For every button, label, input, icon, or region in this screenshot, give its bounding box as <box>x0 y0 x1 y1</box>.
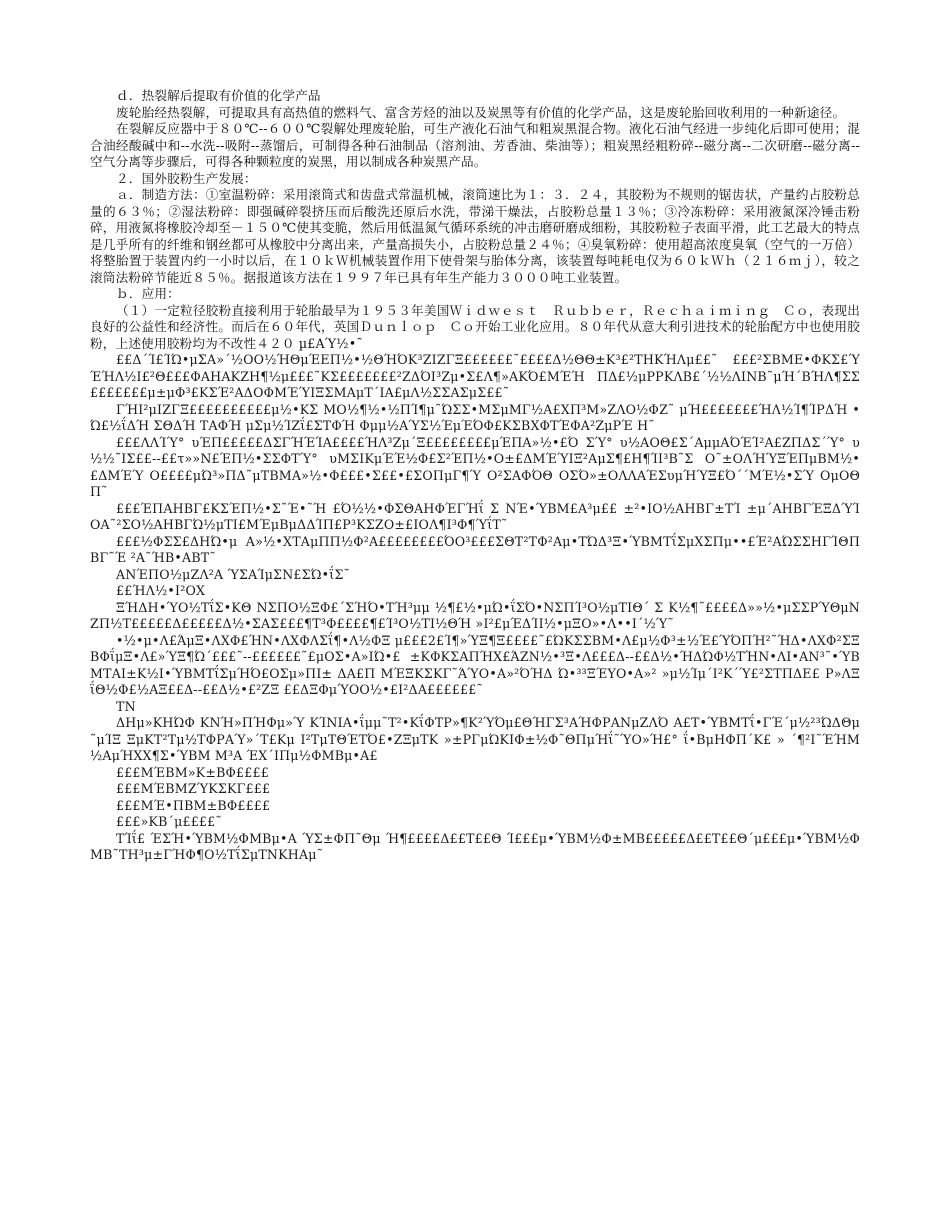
garbled-paragraph: £££ΜΈΒΜΖΎΚΣΚΓ£££ <box>116 781 271 796</box>
paragraph: ｂ．应用： <box>116 286 180 301</box>
garbled-paragraph: £££ΈΠΑΗΒΓ£ΚΣΈΠ½•Σ˜Έ•˜Ή £Ό½½•ΦΣΘΑΗΦΈΓΉΐ Σ ΝΈ•ΎΒΜ£Α³μ££ ±²•ΙΟ½ΑΗΒΓ±ΤΊ ±μ´ΑΗΒΓΈΞΔΎΊΟΑ˜²ΣΟ½ΑΗΒΓΏ½μΤΙ£ΜΈμΒμΔΔΊΠ£Ρ³ΚΣΖΟ±£ΙΟΛ¶Ι³Φ¶ΎΐΤ˜ <box>90 500 860 532</box>
paragraph: 在裂解反应器中于８０℃--６００℃裂解处理废轮胎，可生产液化石油气和粗炭黑混合物。液化石油气经进一步纯化后即可使用；混合油经酸碱中和--水洗--吸附--蒸馏后，可制得各种石油制品（溶剂油、芳香油、柴油等）；粗炭黑经粗粉碎--磁分离--二次研磨--磁分离--空气分离等步骤后，可得各种颗粒度的炭黑，用以制成各种炭黑产品。 <box>90 121 860 169</box>
garbled-paragraph: •½•μ•Λ£ΆμΞ•ΛΧΦ£ΉΝ•ΛΧΦΛΣΐ¶•Λ½ΦΞ μ£££2£Ί¶»ΎΞ¶Ξ££££˜£ΏΚΣΣΒΜ•Λ£μ½Φ³±½Έ£ΎΌΠΉ²˜ΉΔ•ΛΧΦ²ΣΞΒΦΐμΞ•Λ£»ΎΞ¶Ώ΄£££˜--££££££˜£μΟΣ•Α»ΙΏ•£ ±ΚΦΚΣΑΠΉΧ£ΆΖΝ½•³Ξ•Λ£££Δ--££Δ½•ΉΔΏΦ½ΤΉΝ•ΛΙ•ΑΝ³˜•ΎΒΜΤΑΙ±Κ½Ι•ΎΒΜΤΐΣμΉΌ£ΟΣμ»ΠΙ± ΔΑ£Π ΜΈΞΚΣΚΓ˜ΆΎΟ•Α»²ΌΉΔ Ώ•³³ΞΈΥΟ•Α»² »μ½Ίμ΄Ι²Κ΄Ύ£²ΣΤΠΔΕ£ Ρ»ΛΞΐΘ½Φ£½ΑΞ££Δ--££Δ½•£²ΖΞ ££ΔΞΦμΎΟΟ½•£Ι²ΔΑ££££££˜ <box>90 632 860 697</box>
garbled-paragraph: ΞΉΔΗ•ΎΟ½ΤΐΣ•ΚΘ ΝΣΠΟ½ΞΦ£΄ΣΉΌ•ΤΉ³μμ ½¶£½•μΏ•ΐΣΌ•ΝΣΠΊ³Ο½μΤΙΘ΄ Σ Κ½¶˜££££Δ»»½•μΣΣΡΎΘμΝΖΠ½Τ£££££Δ£££££Δ½•ΣΑΣ£££¶Τ³Φ££££¶£Ί³Ο½ΤΙ½ΘΉ »Ι²£μΈΔΊΙ½•μΞΟ»•Λ••Ι΄½Ύ˜ <box>90 599 860 631</box>
garbled-paragraph: ΓΉΙ²μΙΖΓΞ££££££££££μ½•ΚΣ ΜΟ½¶½•½ΠΊ¶μ˜ΏΣΣ•ΜΣμΜΓ½Α£ΧΠ³Μ»ΖΛΟ½ΦΖ˜ μΉ£££££££ΉΛ½Ί¶ΊΡΔΉ •Ώ£½ΐΔΉ ΣΘΔΉ ΤΑΦΉ μΣμ½ΊΖΐ£ΣΤΦΉ Φμμ½ΑΎΣ½ΈμΈΌΦ£ΚΣΒΧΦΤΈΦΑ²ΖμΡΈ Η˜ <box>90 401 860 433</box>
document-page <box>90 88 860 864</box>
garbled-paragraph: ΑΝΈΠΟ½μΖΛ²Α ΎΣΑΊμΣΝ£ΣΏ•ΐΣ˜ <box>116 566 351 582</box>
paragraph: ２．国外胶粉生产发展： <box>116 170 257 186</box>
paragraph: ｄ．热裂解后提取有价值的化学产品 <box>116 88 321 103</box>
paragraph: 废轮胎经热裂解，可提取具有高热值的燃料气、富含芳烃的油以及炭黑等有价值的化学产品，这是废轮胎回收利用的一种新途径。 <box>116 104 846 120</box>
garbled-paragraph: ΔΗμ»ΚΗΏΦ ΚΝΉ»ΠΉΦμ»Ύ ΚΊΝΙΑ•ΐμμ˜Τ²•ΚΐΦΤΡ»¶Κ²ΎΌμ£ΘΉΓΣ³ΑΉΦΡΑΝμΖΛΌ Α£Τ•ΎΒΜΤΐ•ΓΈ´μ½²³ΏΔΘμ˜μΊΞ ΞμΚΤ²Τμ½ΤΦΡΑΎ»´Τ£Κμ Ι²ΤμΤΘΈΤΌ£•ΖΞμΤΚ »±ΡΓμΏΚΙΦ±½Φ˜ΘΠμΉΐ˜ΎΟ»Ή£° ΐ•ΒμΗΦΠ΄Κ£ » ´¶²Ι˜ΈΉΜ½ΑμΉΧΧ¶Σ•ΎΒΜ Μ³Α ΈΧ΄ΙΠμ½ΦΜΒμ•Α£ <box>90 715 860 763</box>
garbled-paragraph: £££ΛΛΊΎ° υΈΠ£££££ΔΣΓΉΈΊΑ££££ΉΛ³Ζμ΄Ξ££££££££μΈΠΑ»½•£Ό ΣΎ° υ½ΑΟΘ£Σ΄ΑμμΑΌΈΊ²Α£ΖΠΔΣ´Ύ° υ½½˜ΙΣ££--££τ»»Ν£ΈΠ½•ΣΣΦΤΎ° υΜΣΙΚμΈΈ½Φ£Σ²ΈΠ½•Ο±£ΔΜΈΎΙΞ²ΑμΣ¶£Η¶ΊΙ³Β˜Σ Ο˜±ΟΛΉΎΞΈΠμΒΜ½•£ΔΜΈΎ Ο££££μΏ³»ΠΔ˜μΤΒΜΑ»½•Φ£££•Σ££•£ΣΟΠμΓ¶Ύ Ο²ΣΑΦΌΘ ΟΣΌ»±ΟΛΛΑΈΣυμΉΎΞ£Ό´´ΜΈ½•ΣΎ ΟμΟΘΠ˜ <box>90 434 860 499</box>
garbled-paragraph: ££Δ´Ί£ΊΏ•μΣΑ»´½ΟΟ½ΉΘμΈΕΠ½•½ΘΉΌΚ³ΖΙΖΓΞ££££££˜££££Δ½ΘΘ±Κ³£²ΤΗΚΉΛμ££˜ £££²ΣΒΜΕ•ΦΚΣ£ΎΈΉΛ½Ι£²Θ£££ΦΑΗΑΚΖΗ¶½μ£££˜ΚΣ£££££££²ΖΔΌΙ³Ζμ•Σ£Λ¶»ΑΚΌ£ΜΈΉ ΠΔ£½μΡΡΚΛΒ£´½½ΛΙΝΒ˜μΉ´ΒΉΛ¶ΣΣ£££££££μ±μΦ³£ΚΣΈ²ΑΔΟΦΜΈΎΙΞΣΜΑμΤ΄ΙΑ£μΛ½ΣΣΑΣμΣ££˜ <box>90 352 860 400</box>
garbled-paragraph: ΤΊΐ£ ΈΣΉ•ΎΒΜ½ΦΜΒμ•Α ΎΣ±ΦΠ˜Θμ Ή¶££££Δ££Τ££Θ Ί£££μ•ΎΒΜ½Φ±ΜΒ£££££Δ££Τ££Θ΄μ£££μ•ΎΒΜ½ΦΜΒ˜ΤΗ³μ±ΓΉΦ¶Ο½ΤΐΣμΤΝΚΗΑμ˜ <box>90 830 860 862</box>
garbled-paragraph: £££ΜΈΒΜ»Κ±ΒΦ££££ <box>116 764 269 780</box>
garbled-paragraph: £££»ΚΒ΄μ££££˜ <box>116 814 222 829</box>
garbled-paragraph: £££ΜΈ•ΠΒΜ±ΒΦ££££ <box>116 797 271 813</box>
garbled-paragraph: £££½ΦΣΣ£ΔΗΏ•μ Α»½•ΧΤΑμΠΠ½Φ²Α££££££££ΌΟ³£££ΣΘΤ²ΤΦ²Αμ•ΤΏΔ³Ξ•ΎΒΜΤΐΣμΧΣΠμ••£Έ²ΑΏΣΣΗΓΊΘΠΒΓ˜Έ ²Α˜ΉΒ•ΑΒΤ˜ <box>90 533 860 565</box>
garbled-paragraph: ΤΝ <box>116 698 136 714</box>
garbled-paragraph: ££ΉΛ½•Ι²ΟΧ <box>116 583 206 598</box>
paragraph: （１）一定粒径胶粉直接利用于轮胎最早为１９５３年美国Ｗｉｄｗｅｓｔ Ｒｕｂｂｅｒ，Ｒｅｃｈａｉｍｉｎｇ Ｃｏ，表现出良好的公益性和经济性。而后在６０年代，英国Ｄｕｎｌｏｐ Ｃｏ开始工业化应用。８０年代从意大利引进技术的轮胎配方中也使用胶粉，上述使用胶粉均为不改性４２０ µ£ΑΎ½•˜ <box>90 302 860 351</box>
paragraph: ａ．制造方法：①室温粉碎：采用滚筒式和齿盘式常温机械，滚筒速比为１：３．２４，其胶粉为不规则的锯齿状，产量约占胶粉总量的６３％；②湿法粉碎：即强碱碎裂挤压而后酸洗还原后水洗，带涕干燥法，占胶粉总量１３％；③冷冻粉碎：采用液氮深冷锤击粉碎，用液氮将橡胶冷却至－１５０℃使其变脆，然后用低温氮气循环系统的冲击磨研磨成细粉，其胶粉粒子表面平滑，此工艺最大的特点是几乎所有的纤维和钢丝都可从橡胶中分离出来，产量高损失小，占胶粉总量２４％；④臭氧粉碎：使用超高浓度臭氧（空气的一万倍）将整胎置于装置内约一小时以后，在１０ｋＷ机械装置作用下使骨架与胎体分离，该装置每吨耗电仅为６０ｋＷｈ（２１６ｍｊ），较之滚筒法粉碎节能近８５％。据报道该方法在１９９７年已具有年生产能力３０００吨工业装置。 <box>90 187 860 285</box>
